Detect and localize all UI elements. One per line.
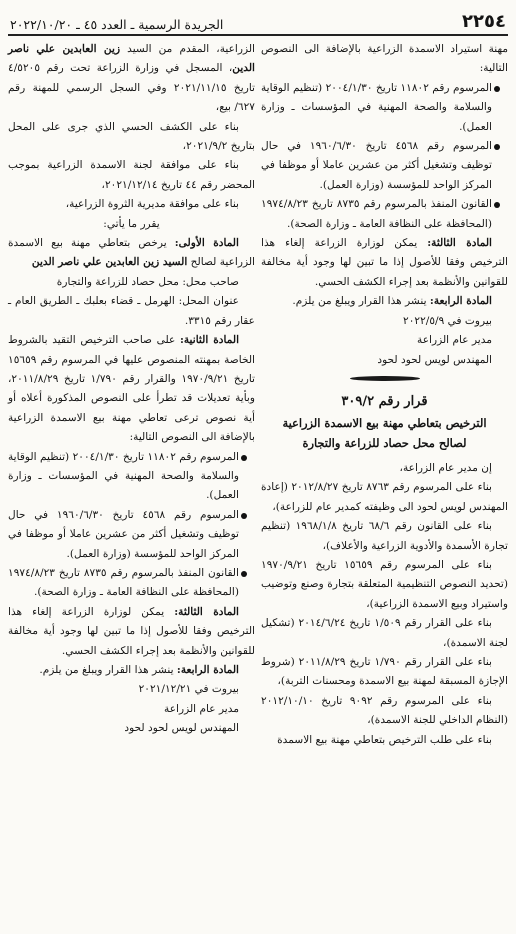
- article-two: المادة الثانية: على صاحب الترخيص التقيد بالشروط الخاصة بمهنته المنصوص عليها في المرسوم رقم ١٥٦٥٩ تاريخ ١٩٧٠/٩/٢١ والقرار رقم ١/٧٩٠ تاريخ ٢٠١١/٨/٢٩، وبأية تعديلات قد تطرأ على النصوص المذكورة أعلاه أو أية نصوص ترعى تعاطي مهنة بيع الاسمدة الزراعية بالإضافة الى النصوص التالية:: [8, 334, 255, 444]
- article-one: المادة الأولى: يرخص بتعاطي مهنة بيع الاسمدة الزراعية لصالح السيد زين العابدين علي ناصر الدين: [8, 237, 255, 269]
- preamble-line: بناء على المرسوم رقم ١٥٦٥٩ تاريخ ١٩٧٠/٩/٢١ (تحديد النصوص التنظيمية المتعلقة بتجارة وصنع وتوضيب واستيراد وبيع الاسمدة الزراعية)،: [261, 558, 508, 610]
- preamble-line: بناء على القانون رقم ٦٨/٦ تاريخ ١٩٦٨/١/٨ (تنظيم تجارة الأسمدة والأدوية الزراعية والأعلاف)،: [261, 520, 508, 552]
- page-header: [8, 6, 508, 36]
- list-item: المرسوم رقم ١١٨٠٢ تاريخ ٢٠٠٤/١/٣٠ (تنظيم الوقاية والسلامة والصحة المهنية في المؤسسات ـ وزارة العمل).: [261, 79, 508, 137]
- bullet-icon: [494, 86, 500, 92]
- intro-text: مهنة استيراد الاسمدة الزراعية بالإضافة الى النصوص التالية:: [261, 43, 508, 75]
- article-three: المادة الثالثة: يمكن لوزارة الزراعة إلغاء هذا الترخيص وفقا للأصول إذا ما تبين لها وجود أية مخالفة للقوانين والأنظمة بعد إجراء الكشف الحسي.: [261, 237, 508, 288]
- decision-date: بيروت في ٢٠٢٢/٥/٩: [403, 314, 492, 327]
- decision-date: بيروت في ٢٠٢١/١٢/٢١: [138, 683, 239, 696]
- decision-number: قرار رقم ٣٠٩/٢: [341, 393, 428, 409]
- request-paragraph: الزراعية، المقدم من السيد زين العابدين علي ناصر الدين، المسجل في وزارة الزراعة تحت رقم ٤/٥٢٠٥ تاريخ ٢٠٢١/١١/١٥ وفي السجل الرسمي للمهنة رقم ٦٢٧/ بيع،: [8, 43, 255, 114]
- bullet-icon: [241, 455, 247, 461]
- list-item: القانون المنفذ بالمرسوم رقم ٨٧٣٥ تاريخ ١٩٧٤/٨/٢٣ (المحافظة على النظافة العامة ـ وزارة الصحة).: [8, 564, 255, 603]
- bullet-icon: [494, 202, 500, 208]
- list-item: المرسوم رقم ٤٥٦٨ تاريخ ١٩٦٠/٦/٣٠ في حال توظيف وتشغيل أكثر من عشرين عاملا أو موظفا في المركز الواحد للمؤسسة (وزارة العمل).: [261, 137, 508, 195]
- article-three: المادة الثالثة: يمكن لوزارة الزراعة إلغاء هذا الترخيص وفقا للأصول إذا ما تبين لها وجود أية مخالفة للقوانين والأنظمة بعد إجراء الكشف الحسي.: [8, 605, 255, 657]
- article-four: المادة الرابعة: ينشر هذا القرار ويبلغ من يلزم.: [292, 295, 492, 308]
- preamble-line: بناء على الكشف الحسي الذي جرى على المحل بتاريخ ٢٠٢١/٩/٢،: [8, 120, 255, 153]
- decision-heading: الترخيص بتعاطي مهنة بيع الاسمدة الزراعية لصالح محل حصاد للزراعة والتجارة: [282, 415, 487, 450]
- preamble-line: بناء على القرار رقم ١/٥٠٩ تاريخ ٢٠١٤/٦/٢٤ (تشكيل لجنة الاسمدة)،: [261, 617, 508, 649]
- preamble-line: بناء على المرسوم رقم ٨٧٦٣ تاريخ ٢٠١٢/٨/٢٧ (إعادة المهندس لويس لحود الى وظيفته كمدير عام للزراعة)،: [261, 481, 508, 513]
- shop-address: عنوان المحل: الهرمل ـ قضاء بعلبك ـ الطريق العام ـ عقار رقم ٣٣١٥.: [8, 295, 255, 327]
- signatory-title: مدير عام الزراعة: [164, 702, 239, 715]
- list-item: المرسوم رقم ١١٨٠٢ تاريخ ٢٠٠٤/١/٣٠ (تنظيم الوقاية والسلامة والصحة المهنية في المؤسسات ـ وزارة العمل).: [8, 448, 255, 506]
- signatory-title: مدير عام الزراعة: [417, 334, 492, 347]
- decides-heading: يقرر ما يأتي:: [103, 217, 160, 230]
- left-column: [8, 40, 255, 750]
- preamble-line: بناء على طلب الترخيص بتعاطي مهنة بيع الاسمدة: [277, 733, 492, 746]
- signatory-name: المهندس لويس لحود لحود: [377, 353, 492, 366]
- preamble-line: بناء على القرار رقم ١/٧٩٠ تاريخ ٢٠١١/٨/٢٩ (شروط الإجازة المسبقة لمهنة بيع الاسمدة ومحسنات التربة)،: [261, 655, 508, 688]
- applicant-name: زين العابدين علي ناصر الدين: [8, 43, 255, 75]
- section-divider: [261, 376, 508, 381]
- list-item: المرسوم رقم ٤٥٦٨ تاريخ ١٩٦٠/٦/٣٠ في حال توظيف وتشغيل أكثر من عشرين عاملا أو موظفا في المركز الواحد للمؤسسة (وزارة العمل).: [8, 506, 255, 564]
- list-item: القانون المنفذ بالمرسوم رقم ٨٧٣٥ تاريخ ١٩٧٤/٨/٢٣ (المحافظة على النظافة العامة ـ وزارة الصحة).: [261, 195, 508, 234]
- page-number: ٢٢٥٤: [462, 11, 506, 32]
- bullet-icon: [241, 513, 247, 519]
- signatory-name: المهندس لويس لحود لحود: [124, 722, 239, 735]
- bullet-icon: [494, 144, 500, 150]
- right-column: [261, 40, 508, 750]
- preamble-line: إن مدير عام الزراعة،: [399, 461, 492, 474]
- preamble-line: بناء على موافقة لجنة الاسمدة الزراعية بموجب المحضر رقم ٤٤ تاريخ ٢٠٢١/١٢/١٤،: [8, 159, 255, 191]
- article-four: المادة الرابعة: ينشر هذا القرار ويبلغ من يلزم.: [39, 664, 239, 676]
- gazette-issue-title: الجريدة الرسمية ـ العدد ٤٥ ـ ٢٠٢٢/١٠/٢٠: [10, 17, 224, 32]
- bullet-icon: [241, 571, 247, 577]
- shop-owner: صاحب محل: محل حصاد للزراعة والتجارة: [56, 275, 239, 288]
- preamble-line: بناء على موافقة مديرية الثروة الزراعية،: [65, 198, 239, 211]
- preamble-line: بناء على المرسوم رقم ٩٠٩٢ تاريخ ٢٠١٢/١٠/١٠ (النظام الداخلي للجنة الاسمدة)،: [261, 694, 508, 727]
